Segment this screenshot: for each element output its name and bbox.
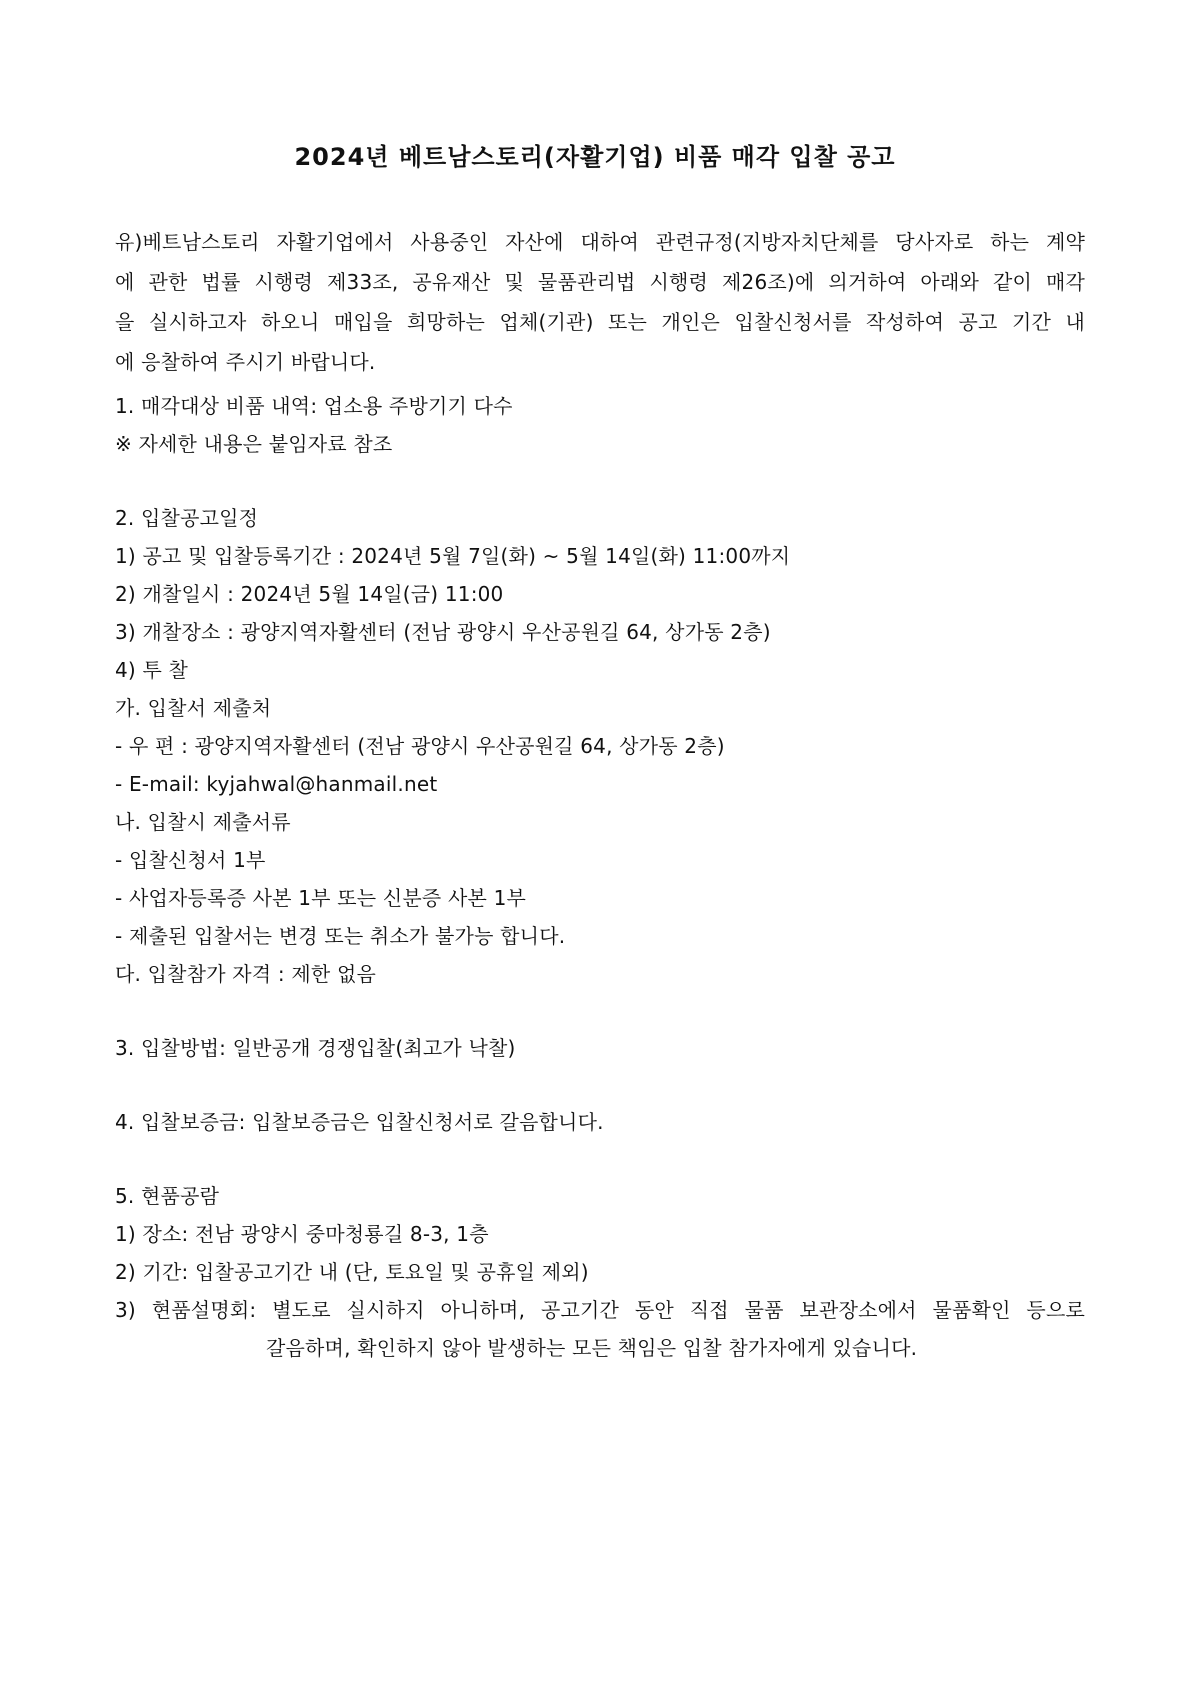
schedule-item-registration: 1) 공고 및 입찰등록기간 : 2024년 5월 7일(화) ~ 5월 14일(화) 11:00까지 xyxy=(115,544,791,568)
viewing-period: 2) 기간: 입찰공고기간 내 (단, 토요일 및 공휴일 제외) xyxy=(115,1260,589,1284)
section-5-heading: 5. 현품공람 xyxy=(115,1184,220,1208)
document-title: 2024년 베트남스토리(자활기업) 비품 매각 입찰 공고 xyxy=(294,143,896,171)
section-1-note: ※ 자세한 내용은 붙임자료 참조 xyxy=(115,432,393,456)
required-document-item: - 입찰신청서 1부 xyxy=(115,848,266,872)
schedule-item-bidding: 4) 투 찰 xyxy=(115,658,189,682)
schedule-item-opening-date: 2) 개찰일시 : 2024년 5월 14일(금) 11:00 xyxy=(115,582,504,606)
viewing-briefing-continued: 갈음하며, 확인하지 않아 발생하는 모든 책임은 입찰 참가자에게 있습니다. xyxy=(266,1336,918,1360)
required-documents-heading: 나. 입찰시 제출서류 xyxy=(115,810,291,834)
section-2-heading: 2. 입찰공고일정 xyxy=(115,506,259,530)
eligibility: 다. 입찰참가 자격 : 제한 없음 xyxy=(115,962,377,986)
required-document-item: - 사업자등록증 사본 1부 또는 신분증 사본 1부 xyxy=(115,886,527,910)
schedule-item-opening-place: 3) 개찰장소 : 광양지역자활센터 (전남 광양시 우산공원길 64, 상가동 2층) xyxy=(115,620,771,644)
intro-line: 을 실시하고자 하오니 매입을 희망하는 업체(기관) 또는 개인은 입찰신청서를 작성하여 공고 기간 내 xyxy=(115,310,1085,334)
section-4-heading: 4. 입찰보증금: 입찰보증금은 입찰신청서로 갈음합니다. xyxy=(115,1110,604,1134)
intro-line: 에 관한 법률 시행령 제33조, 공유재산 및 물품관리법 시행령 제26조)에 의거하여 아래와 같이 매각 xyxy=(115,270,1085,294)
intro-paragraph xyxy=(115,222,1085,382)
section-1-heading: 1. 매각대상 비품 내역: 업소용 주방기기 다수 xyxy=(115,394,513,418)
intro-line: 에 응찰하여 주시기 바랍니다. xyxy=(115,350,376,374)
submission-place-heading: 가. 입찰서 제출처 xyxy=(115,696,272,720)
submission-email: - E-mail: kyjahwal@hanmail.net xyxy=(115,772,438,796)
intro-line: 유)베트남스토리 자활기업에서 사용중인 자산에 대하여 관련규정(지방자치단체를 당사자로 하는 계약 xyxy=(115,230,1085,254)
required-document-item: - 제출된 입찰서는 변경 또는 취소가 불가능 합니다. xyxy=(115,924,566,948)
section-3-heading: 3. 입찰방법: 일반공개 경쟁입찰(최고가 낙찰) xyxy=(115,1036,516,1060)
submission-mail: - 우 편 : 광양지역자활센터 (전남 광양시 우산공원길 64, 상가동 2층) xyxy=(115,734,725,758)
viewing-briefing: 3) 현품설명회: 별도로 실시하지 아니하며, 공고기간 동안 직접 물품 보관장소에서 물품확인 등으로 xyxy=(115,1298,1085,1322)
viewing-place: 1) 장소: 전남 광양시 중마청룡길 8-3, 1층 xyxy=(115,1222,489,1246)
